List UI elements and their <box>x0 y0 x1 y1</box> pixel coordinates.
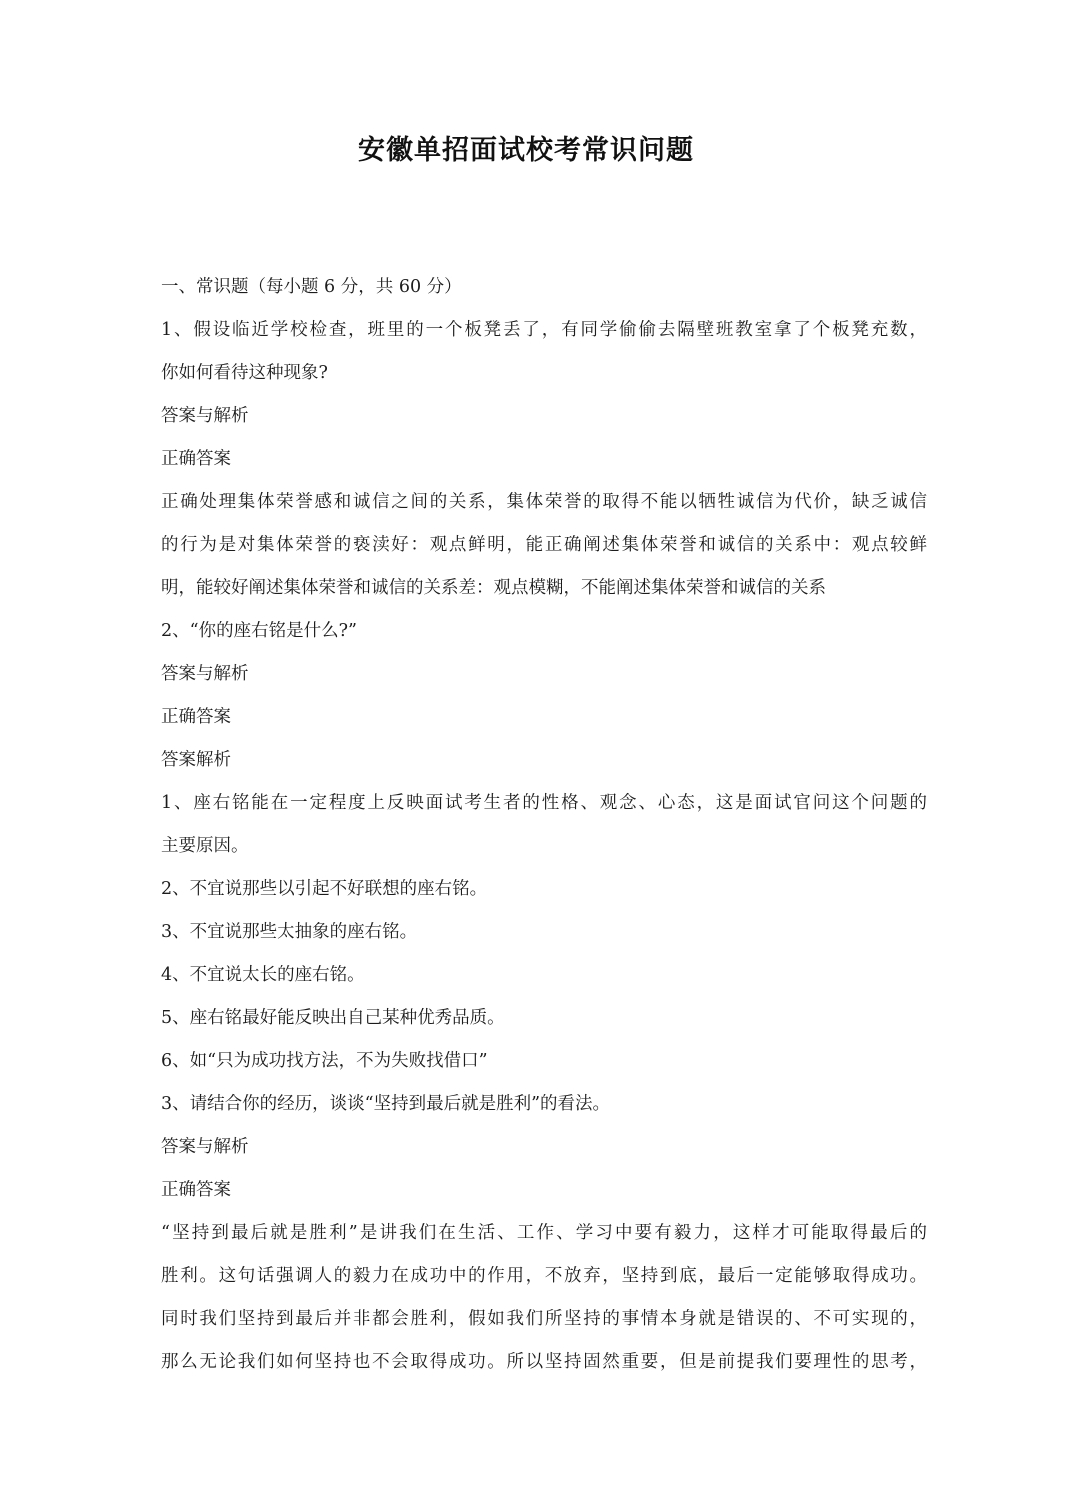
answer-1-line-1: 正确处理集体荣誉感和诚信之间的关系，集体荣誉的取得不能以牺牲诚信为代价，缺乏诚信 <box>161 492 927 512</box>
correct-answer-label-2: 正确答案 <box>161 707 231 727</box>
answer-1-line-3: 明，能较好阐述集体荣誉和诚信的关系差：观点模糊，不能阐述集体荣誉和诚信的关系 <box>161 578 826 598</box>
answer-analysis-label-1: 答案与解析 <box>161 406 249 426</box>
answer-analysis-label-3: 答案与解析 <box>161 1137 249 1157</box>
section-heading: 一、常识题（每小题 6 分，共 60 分） <box>161 277 462 297</box>
answer-2-point-6: 6、如“只为成功找方法，不为失败找借口” <box>161 1051 488 1071</box>
correct-answer-label-1: 正确答案 <box>161 449 231 469</box>
answer-2-point-5: 5、座右铭最好能反映出自己某种优秀品质。 <box>161 1008 505 1028</box>
question-1-line-2: 你如何看待这种现象? <box>161 363 328 383</box>
answer-2-point-3: 3、不宜说那些太抽象的座右铭。 <box>161 922 418 942</box>
answer-3-line-3: 同时我们坚持到最后并非都会胜利，假如我们所坚持的事情本身就是错误的、不可实现的， <box>161 1309 927 1329</box>
answer-3-line-2: 胜利。这句话强调人的毅力在成功中的作用，不放弃，坚持到底，最后一定能够取得成功。 <box>161 1266 927 1286</box>
answer-2-point-1-line-1: 1、座右铭能在一定程度上反映面试考生者的性格、观念、心态，这是面试官问这个问题的 <box>161 793 927 813</box>
question-1-line-1: 1、假设临近学校检查，班里的一个板凳丢了，有同学偷偷去隔壁班教室拿了个板凳充数， <box>161 320 927 340</box>
question-2: 2、“你的座右铭是什么?” <box>161 621 357 641</box>
page-title: 安徽单招面试校考常识问题 <box>358 135 694 166</box>
document-body <box>161 266 927 1384</box>
answer-2-point-4: 4、不宜说太长的座右铭。 <box>161 965 365 985</box>
answer-3-line-1: “坚持到最后就是胜利”是讲我们在生活、工作、学习中要有毅力，这样才可能取得最后的 <box>161 1223 927 1243</box>
answer-3-line-4: 那么无论我们如何坚持也不会取得成功。所以坚持固然重要，但是前提我们要理性的思考， <box>161 1352 927 1372</box>
answer-2-point-2: 2、不宜说那些以引起不好联想的座右铭。 <box>161 879 488 899</box>
correct-answer-label-3: 正确答案 <box>161 1180 231 1200</box>
answer-1-line-2: 的行为是对集体荣誉的亵渎好：观点鲜明，能正确阐述集体荣誉和诚信的关系中：观点较鲜 <box>161 535 927 555</box>
answer-explanation-label-2: 答案解析 <box>161 750 231 770</box>
answer-2-point-1-line-2: 主要原因。 <box>161 836 249 856</box>
question-3: 3、请结合你的经历，谈谈“坚持到最后就是胜利”的看法。 <box>161 1094 611 1114</box>
answer-analysis-label-2: 答案与解析 <box>161 664 249 684</box>
